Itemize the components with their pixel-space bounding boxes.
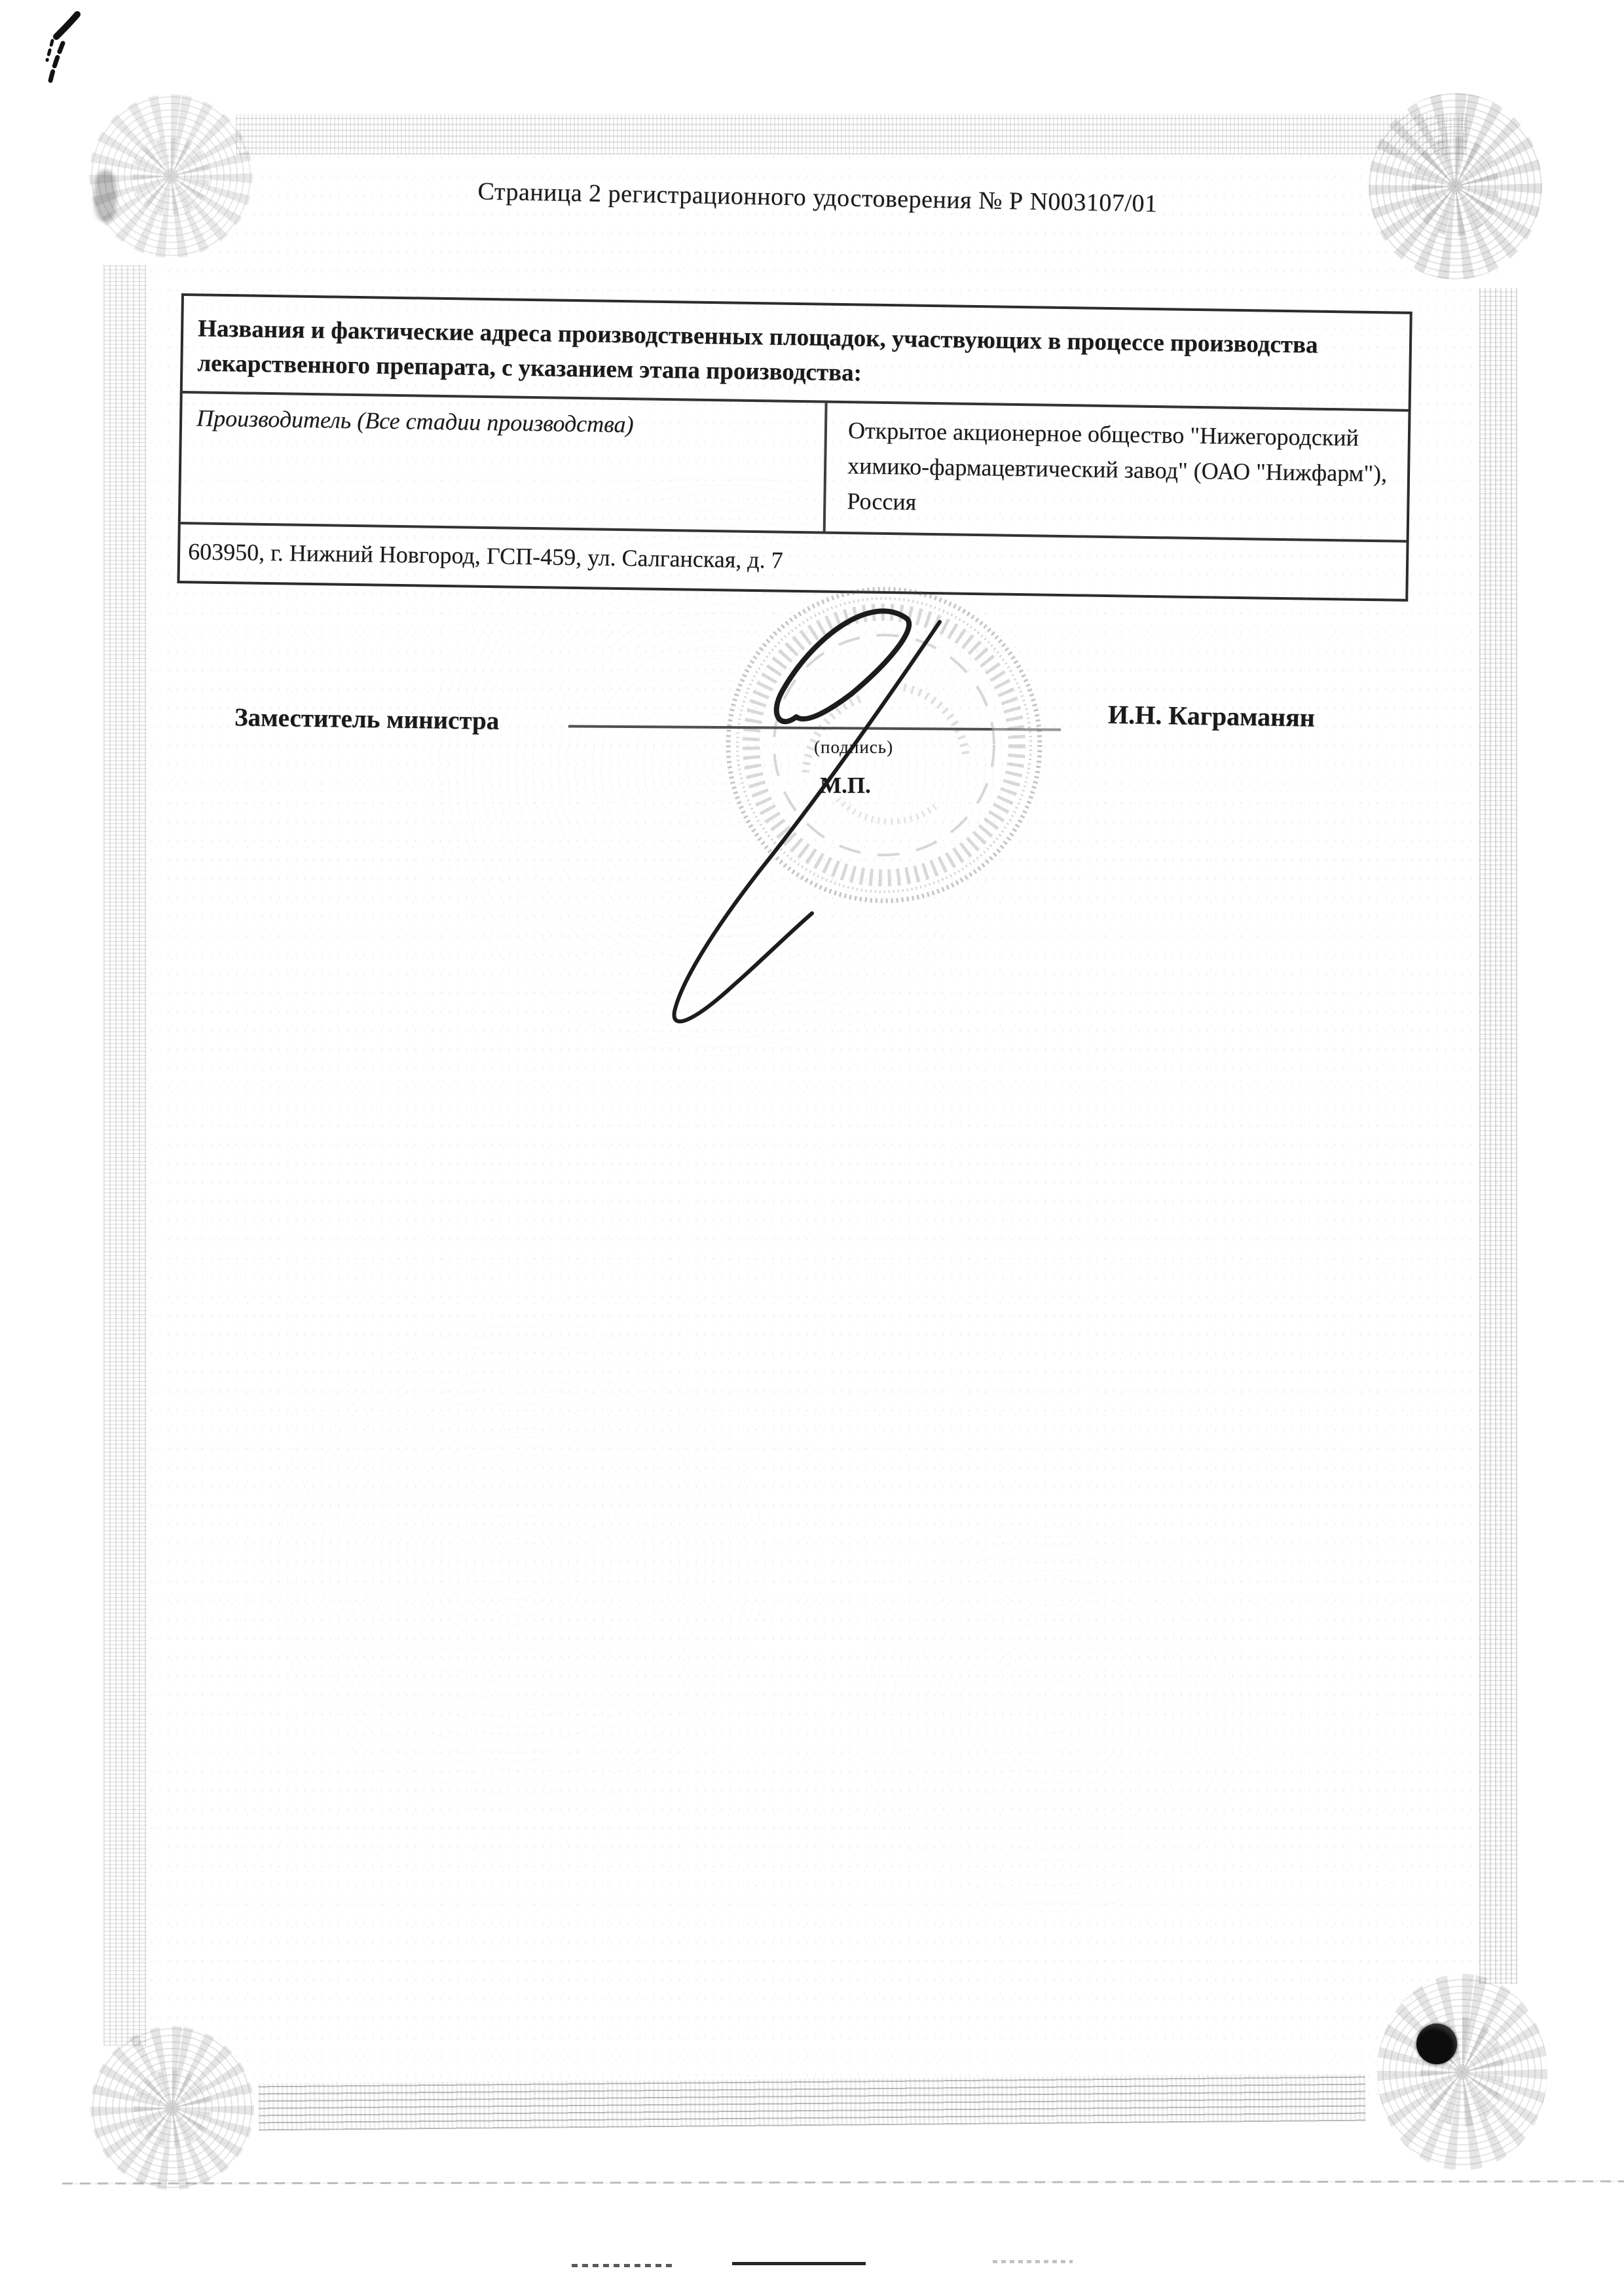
producer-stage-cell: Производитель (Все стадии производства) <box>196 405 634 438</box>
producer-name-cell: Открытое акционерное общество "Нижегородский химико-фармацевтический завод" (ОАО "Нижфарм"), Россия <box>823 403 1409 540</box>
dashed-line-artifact <box>62 2180 1624 2184</box>
border-rosette-bottom-right <box>1377 1974 1547 2170</box>
scan-moire-artifact <box>851 1512 1257 1918</box>
manufacturing-sites-table <box>177 293 1412 602</box>
bottom-dash-artifact <box>993 2260 1073 2263</box>
border-band-bottom <box>259 2074 1366 2131</box>
scan-moire-artifact <box>268 1316 766 1813</box>
signatory-title: Заместитель министра <box>234 703 500 735</box>
ink-smudge-artifact <box>94 170 117 221</box>
signature-caption: (подпись) <box>814 737 894 757</box>
table-row <box>181 391 1409 540</box>
seal-place-mark: М.П. <box>820 773 871 798</box>
border-rosette-bottom-left <box>90 2026 254 2190</box>
ink-dot-artifact <box>1416 2024 1457 2064</box>
border-band-top <box>236 114 1467 155</box>
page-header: Страница 2 регистрационного удостоверения № Р N003107/01 <box>477 177 1158 218</box>
producer-address-cell: 603950, г. Нижний Новгород, ГСП-459, ул. Салганская, д. 7 <box>179 522 1406 599</box>
signatory-name: И.Н. Каграманян <box>1107 699 1316 733</box>
bottom-dash-artifact <box>572 2264 674 2267</box>
border-rosette-top-right <box>1369 93 1542 280</box>
handwritten-pen-mark <box>20 0 124 105</box>
bottom-dash-artifact <box>732 2262 866 2265</box>
signature-scrawl <box>655 576 995 1048</box>
table-header-cell: Названия и фактические адреса производственных площадок, участвующих в процессе производства лекарственного препарата, с указанием этапа производства: <box>197 315 1318 386</box>
border-band-right <box>1479 288 1517 1984</box>
border-band-left <box>103 265 147 2046</box>
